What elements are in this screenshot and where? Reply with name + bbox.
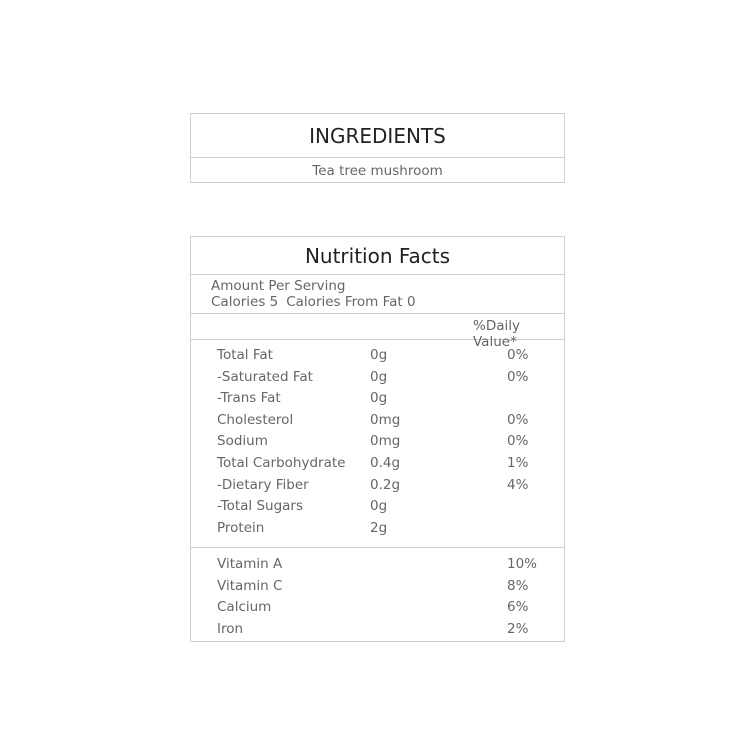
nutrient-daily-value: 0% — [507, 368, 529, 385]
nutrition-facts-title: Nutrition Facts — [191, 237, 564, 275]
vitamins-table — [191, 548, 564, 640]
nutrition-facts-panel — [190, 236, 565, 642]
nutrient-amount: 0.2g — [370, 476, 401, 493]
daily-value-header-row — [191, 314, 564, 350]
nutrient-amount: 0g — [370, 347, 388, 363]
nutrient-name: Sodium — [217, 433, 268, 450]
calories-line — [211, 294, 564, 310]
nutrient-name: Total Carbohydrate — [217, 454, 346, 471]
nutrient-amount: 2g — [370, 519, 388, 536]
vitamin-daily-value: 10% — [507, 556, 538, 572]
nutrient-row — [191, 518, 564, 540]
vitamin-row — [191, 554, 564, 576]
nutrient-amount: 0mg — [370, 433, 401, 450]
vitamin-daily-value: 6% — [507, 599, 529, 616]
nutrient-amount: 0g — [370, 368, 388, 385]
vitamin-row — [191, 576, 564, 598]
nutrient-row — [191, 410, 564, 432]
ingredients-panel — [190, 113, 565, 183]
nutrient-name: Cholesterol — [217, 411, 294, 428]
ingredients-title: INGREDIENTS — [191, 114, 564, 158]
nutrient-amount: 0g — [370, 390, 388, 407]
nutrient-daily-value: 1% — [507, 454, 529, 471]
nutrient-name: -Total Sugars — [217, 498, 304, 515]
nutrient-amount: 0g — [370, 498, 388, 515]
nutrients-table — [191, 340, 564, 548]
vitamin-row — [191, 597, 564, 619]
daily-value-header: %Daily Value* — [473, 318, 520, 350]
calories-from-fat-value: Calories From Fat 0 — [286, 294, 416, 310]
nutrient-amount: 0.4g — [370, 454, 401, 471]
nutrient-name: -Dietary Fiber — [217, 476, 309, 493]
nutrient-daily-value: 0% — [507, 433, 529, 450]
nutrient-amount: 0mg — [370, 411, 401, 428]
nutrient-row — [191, 496, 564, 518]
nutrient-row — [191, 475, 564, 497]
vitamin-daily-value: 8% — [507, 577, 529, 594]
vitamin-name: Iron — [217, 620, 244, 637]
nutrient-name: Protein — [217, 519, 265, 536]
calories-value: Calories 5 — [211, 294, 279, 310]
vitamin-row — [191, 619, 564, 641]
nutrient-name: Total Fat — [217, 347, 273, 363]
amount-per-serving-label: Amount Per Serving — [211, 278, 346, 294]
vitamin-name: Vitamin A — [217, 556, 283, 572]
nutrient-row — [191, 453, 564, 475]
vitamin-name: Calcium — [217, 599, 272, 616]
nutrient-daily-value: 0% — [507, 347, 529, 363]
vitamin-name: Vitamin C — [217, 577, 283, 594]
serving-info — [191, 275, 564, 314]
nutrient-row — [191, 431, 564, 453]
nutrient-daily-value: 0% — [507, 411, 529, 428]
vitamin-daily-value: 2% — [507, 620, 529, 637]
nutrient-name: -Saturated Fat — [217, 368, 313, 385]
nutrient-name: -Trans Fat — [217, 390, 281, 407]
nutrient-row — [191, 367, 564, 389]
nutrient-row — [191, 388, 564, 410]
nutrient-daily-value: 4% — [507, 476, 529, 493]
ingredients-text: Tea tree mushroom — [312, 162, 443, 179]
nutrient-row — [191, 345, 564, 367]
